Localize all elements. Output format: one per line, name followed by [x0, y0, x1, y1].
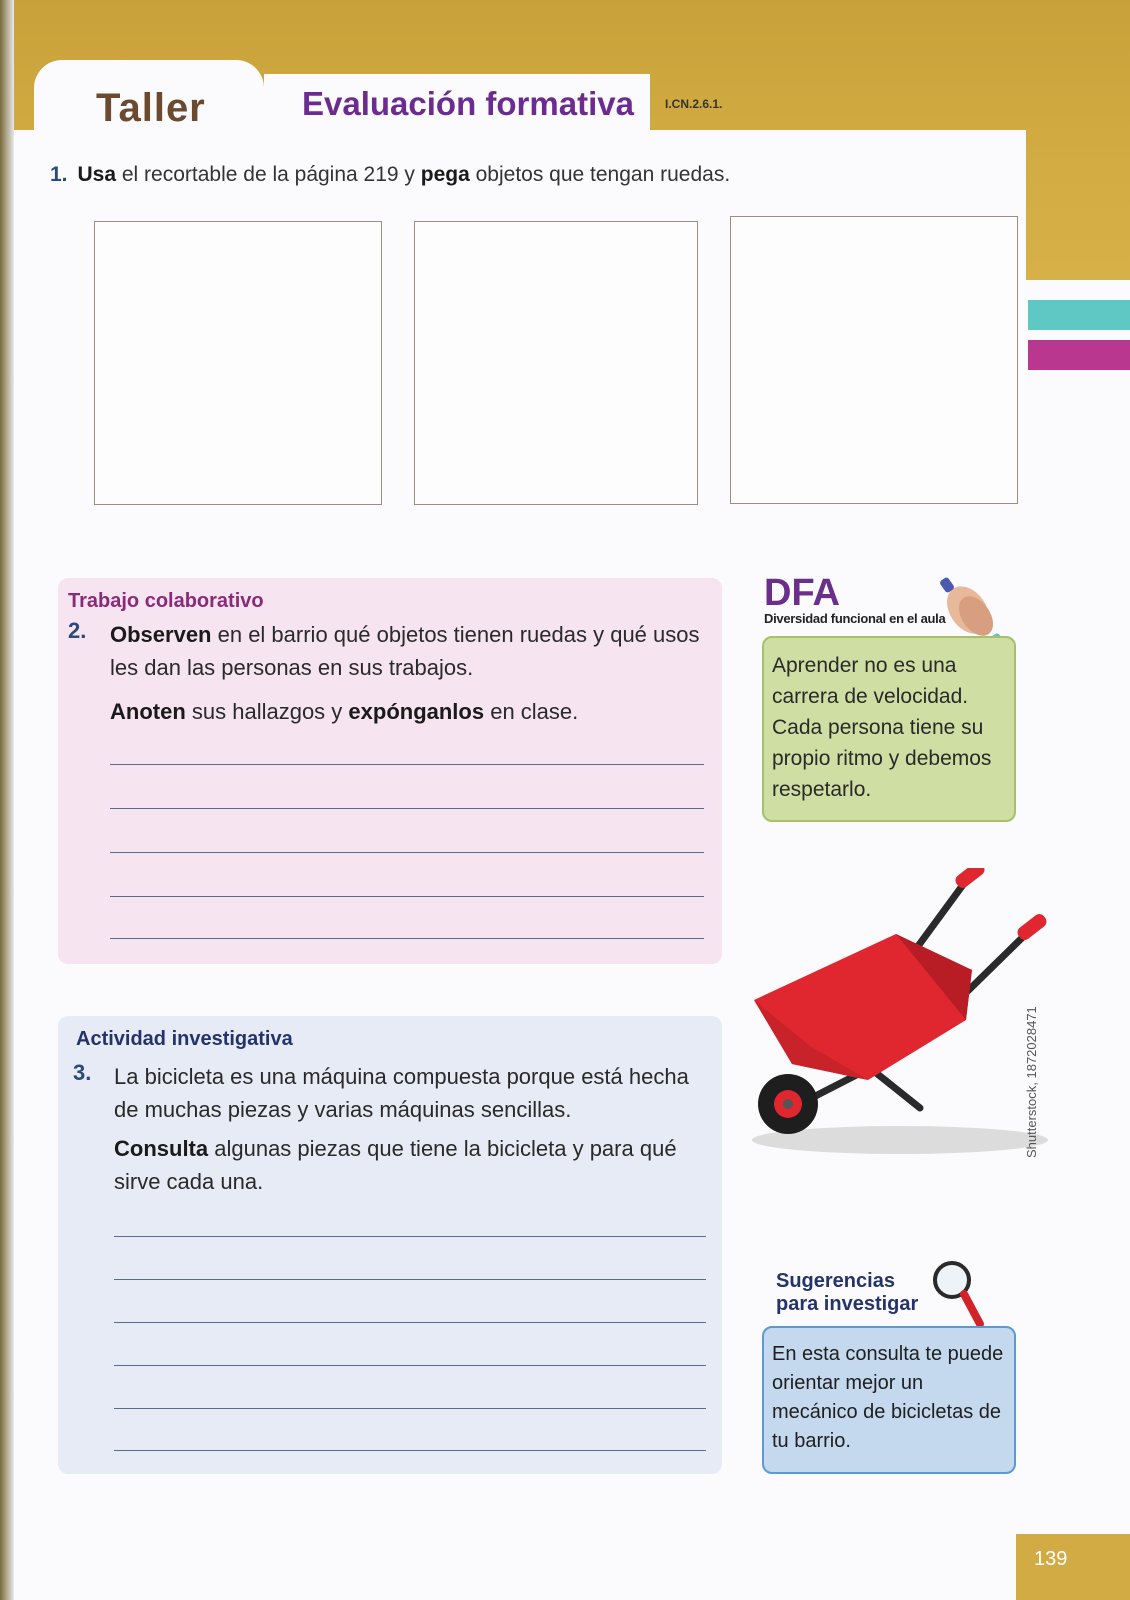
question-3-number: 3.	[73, 1060, 92, 1085]
page-binding-shadow	[0, 0, 14, 1600]
answer-line[interactable]	[110, 896, 704, 897]
trabajo-colaborativo-heading: Trabajo colaborativo	[68, 590, 264, 612]
sugerencias-title-line-1: Sugerencias	[776, 1270, 895, 1292]
question-2-text-a: en el barrio qué objetos tienen ruedas y qué usos les dan las personas en sus trabajos.	[110, 622, 700, 680]
paste-box-2[interactable]	[414, 221, 698, 505]
paste-box-3[interactable]	[730, 216, 1018, 504]
indicator-code: I.CN.2.6.1.	[665, 97, 723, 111]
question-3-verb-consulta: Consulta	[114, 1136, 209, 1161]
dfa-text: Aprender no es una carrera de velocidad. Cada persona tiene su propio ritmo y debemos respetarlo.	[772, 654, 992, 801]
question-2-verb-anoten: Anoten	[110, 699, 186, 724]
answer-line[interactable]	[114, 1408, 706, 1409]
sugerencias-title-line-2: para investigar	[776, 1293, 919, 1315]
evaluacion-title: Evaluación formativa	[302, 85, 634, 122]
question-2-instruction	[110, 695, 710, 728]
sugerencias-text: En esta consulta te puede orientar mejor un mecánico de bicicletas de tu barrio.	[772, 1343, 1004, 1452]
question-2-text-b: sus hallazgos y	[185, 699, 349, 724]
answer-line[interactable]	[110, 852, 704, 853]
question-1-number: 1.	[50, 163, 68, 186]
question-2-text-c: en clase.	[484, 699, 579, 724]
image-credit: Shutterstock, 1872028471	[1024, 1006, 1039, 1158]
answer-line[interactable]	[110, 764, 704, 765]
question-1	[50, 163, 730, 187]
answer-line[interactable]	[110, 808, 704, 809]
dfa-title: DFA	[764, 572, 840, 614]
sugerencias-title	[776, 1270, 918, 1316]
page-edge-tab-magenta	[1028, 340, 1130, 370]
question-3-text: La bicicleta es una máquina compuesta porque está hecha de muchas piezas y varias máquinas sencillas.	[114, 1064, 689, 1122]
question-3-text-b: algunas piezas que tiene la bicicleta y para qué sirve cada una.	[114, 1136, 677, 1194]
paste-box-1[interactable]	[94, 221, 382, 505]
answer-line[interactable]	[114, 1450, 706, 1451]
answer-line[interactable]	[110, 938, 704, 939]
question-2-text	[110, 618, 710, 684]
question-2-verb-exponganlos: expónganlos	[348, 699, 485, 724]
answer-line[interactable]	[114, 1322, 706, 1323]
page-edge-tab-teal	[1028, 300, 1130, 330]
answer-line[interactable]	[114, 1236, 706, 1237]
taller-title: Taller	[96, 86, 206, 130]
question-1-text-a: el recortable de la página 219 y	[116, 163, 421, 186]
page-number: 139	[1034, 1548, 1068, 1570]
question-3-instruction	[114, 1132, 714, 1198]
answer-line[interactable]	[114, 1365, 706, 1366]
actividad-investigativa-heading: Actividad investigativa	[76, 1028, 293, 1050]
question-2-number: 2.	[68, 618, 87, 643]
question-2-verb-observen: Observen	[110, 622, 212, 647]
question-1-verb-pega: pega	[420, 163, 470, 186]
question-1-verb-usa: Usa	[77, 163, 117, 186]
dfa-subtitle: Diversidad funcional en el aula	[764, 611, 946, 626]
answer-line[interactable]	[114, 1279, 706, 1280]
question-1-text-b: objetos que tengan ruedas.	[469, 163, 731, 186]
